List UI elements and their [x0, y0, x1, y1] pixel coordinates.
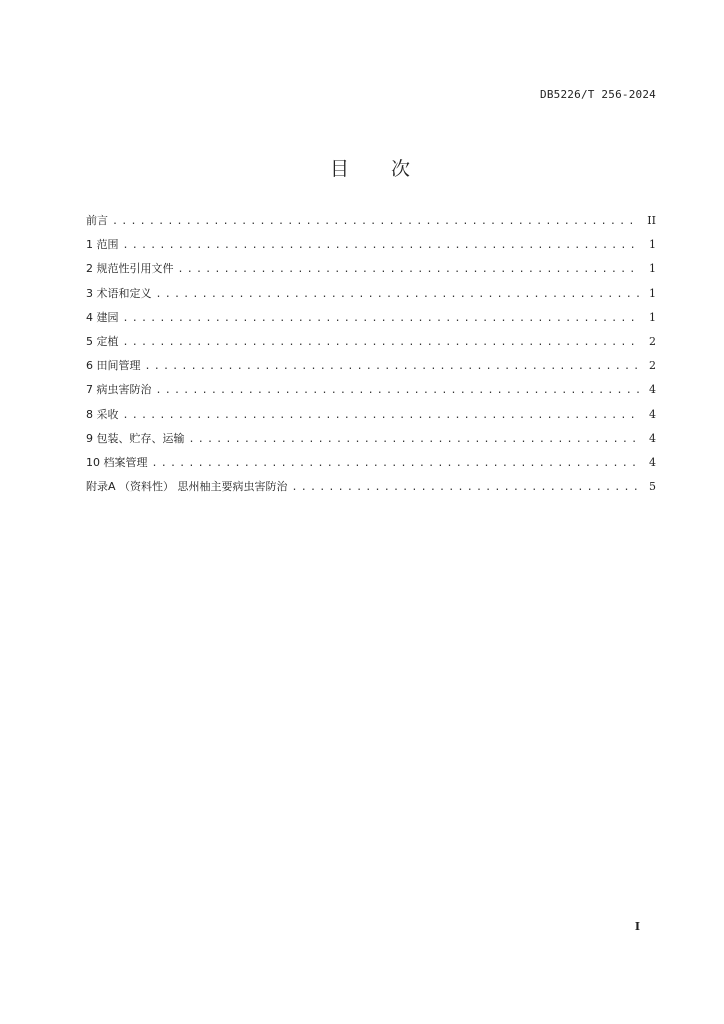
toc-dot-leader [123, 404, 641, 428]
page-title: 目次 [329, 158, 452, 180]
toc-dot-leader [123, 307, 641, 331]
toc-dot-leader [178, 258, 641, 282]
toc-entry-records-management[interactable] [86, 451, 656, 475]
toc-entry-orchard-establishment[interactable] [86, 306, 656, 330]
toc-dot-leader [189, 428, 641, 452]
toc-entry-page: 1 [649, 238, 656, 252]
toc-entry-label: 6 田间管理 [86, 359, 141, 373]
toc-entry-label: 2 规范性引用文件 [86, 262, 174, 276]
toc-entry-label: 7 病虫害防治 [86, 383, 152, 397]
toc-entry-normative-references[interactable] [86, 257, 656, 281]
toc-entry-terms-definitions[interactable] [86, 282, 656, 306]
toc-dot-leader [112, 210, 640, 234]
toc-entry-label: 5 定植 [86, 334, 119, 348]
toc-entry-harvest[interactable] [86, 403, 656, 427]
toc-entry-scope[interactable] [86, 233, 656, 257]
toc-entry-page: II [647, 214, 656, 227]
toc-dot-leader [145, 355, 641, 379]
table-of-contents [86, 209, 656, 499]
toc-entry-page: 1 [649, 286, 656, 300]
toc-entry-field-management[interactable] [86, 354, 656, 378]
toc-entry-page: 4 [649, 431, 656, 445]
toc-entry-label: 附录A （资料性） 思州柚主要病虫害防治 [86, 480, 288, 494]
document-code: DB5226/T 256-2024 [540, 88, 656, 101]
toc-entry-page: 4 [649, 383, 656, 397]
toc-entry-label: 4 建园 [86, 310, 119, 324]
toc-entry-page: 4 [649, 455, 656, 469]
toc-dot-leader [292, 476, 640, 500]
toc-entry-label: 8 采收 [86, 407, 119, 421]
toc-entry-label: 9 包装、贮存、运输 [86, 431, 185, 445]
toc-entry-page: 1 [649, 310, 656, 324]
toc-entry-page: 2 [649, 359, 656, 373]
toc-entry-page: 2 [649, 334, 656, 348]
toc-entry-label: 1 范围 [86, 238, 119, 252]
toc-dot-leader [123, 234, 641, 258]
toc-entry-label: 3 术语和定义 [86, 286, 152, 300]
toc-entry-label: 10 档案管理 [86, 455, 148, 469]
toc-entry-page: 1 [649, 262, 656, 276]
toc-dot-leader [123, 331, 641, 355]
toc-entry-label: 前言 [86, 214, 108, 227]
toc-dot-leader [156, 379, 641, 403]
page-number: I [634, 920, 640, 933]
toc-entry-pest-control[interactable] [86, 378, 656, 402]
toc-entry-foreword[interactable] [86, 209, 656, 233]
toc-entry-planting[interactable] [86, 330, 656, 354]
toc-entry-page: 5 [649, 480, 656, 494]
toc-dot-leader [152, 452, 641, 476]
toc-entry-appendix-a[interactable] [86, 475, 656, 499]
toc-entry-page: 4 [649, 407, 656, 421]
toc-dot-leader [156, 283, 641, 307]
toc-entry-packaging-storage-transport[interactable] [86, 427, 656, 451]
